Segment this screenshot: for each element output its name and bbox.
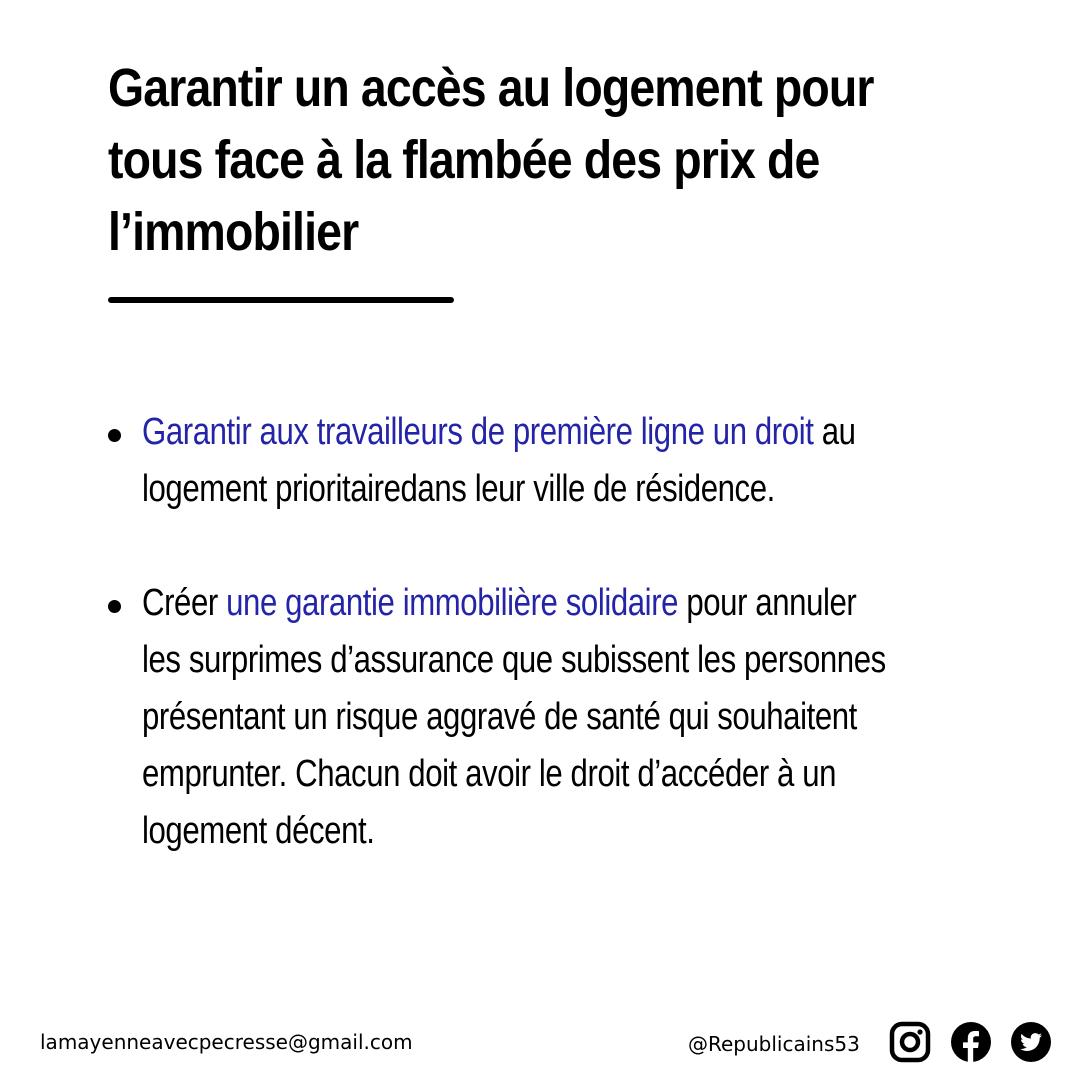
- bullet-text: [142, 404, 1011, 518]
- page-title: [108, 52, 874, 268]
- bullet-line: [142, 404, 1011, 461]
- bullet-text-rest: pour annuler: [678, 582, 857, 624]
- bullet-text: [142, 575, 1011, 860]
- bullet-dot: [108, 429, 121, 442]
- bullet-line: logement décent.: [142, 810, 375, 852]
- bullet-highlight: Garantir aux travailleurs de première ligne un droit: [142, 411, 814, 453]
- twitter-icon[interactable]: [1010, 1021, 1052, 1063]
- facebook-icon[interactable]: [950, 1021, 992, 1063]
- bullet-item-solidarity-guarantee: [100, 575, 1020, 860]
- bullet-highlight: une garantie immobilière solidaire: [226, 582, 679, 624]
- title-line-3: l’immobilier: [108, 202, 359, 262]
- title-line-2: tous face à la flambée des prix de: [108, 130, 820, 190]
- title-line-1: Garantir un accès au logement pour: [108, 58, 874, 118]
- bullet-line: les surprimes d’assurance que subissent les personnes: [142, 639, 886, 681]
- social-handle[interactable]: @Republicains53: [688, 1032, 860, 1056]
- bullet-prefix: Créer: [142, 582, 227, 624]
- bullet-text-rest: au: [813, 411, 856, 453]
- bullet-item-frontline-workers: [100, 404, 1020, 518]
- bullet-line: présentant un risque aggravé de santé qui souhaitent: [142, 696, 857, 738]
- bullet-list: [100, 404, 1020, 860]
- contact-email[interactable]: lamayenneavecpecresse@gmail.com: [40, 1030, 413, 1054]
- bullet-line: [142, 575, 1011, 632]
- bullet-dot: [108, 600, 121, 613]
- title-divider: [108, 297, 454, 303]
- instagram-icon[interactable]: [889, 1021, 931, 1063]
- bullet-line: logement prioritairedans leur ville de résidence.: [142, 468, 775, 510]
- bullet-line: emprunter. Chacun doit avoir le droit d’accéder à un: [142, 753, 837, 795]
